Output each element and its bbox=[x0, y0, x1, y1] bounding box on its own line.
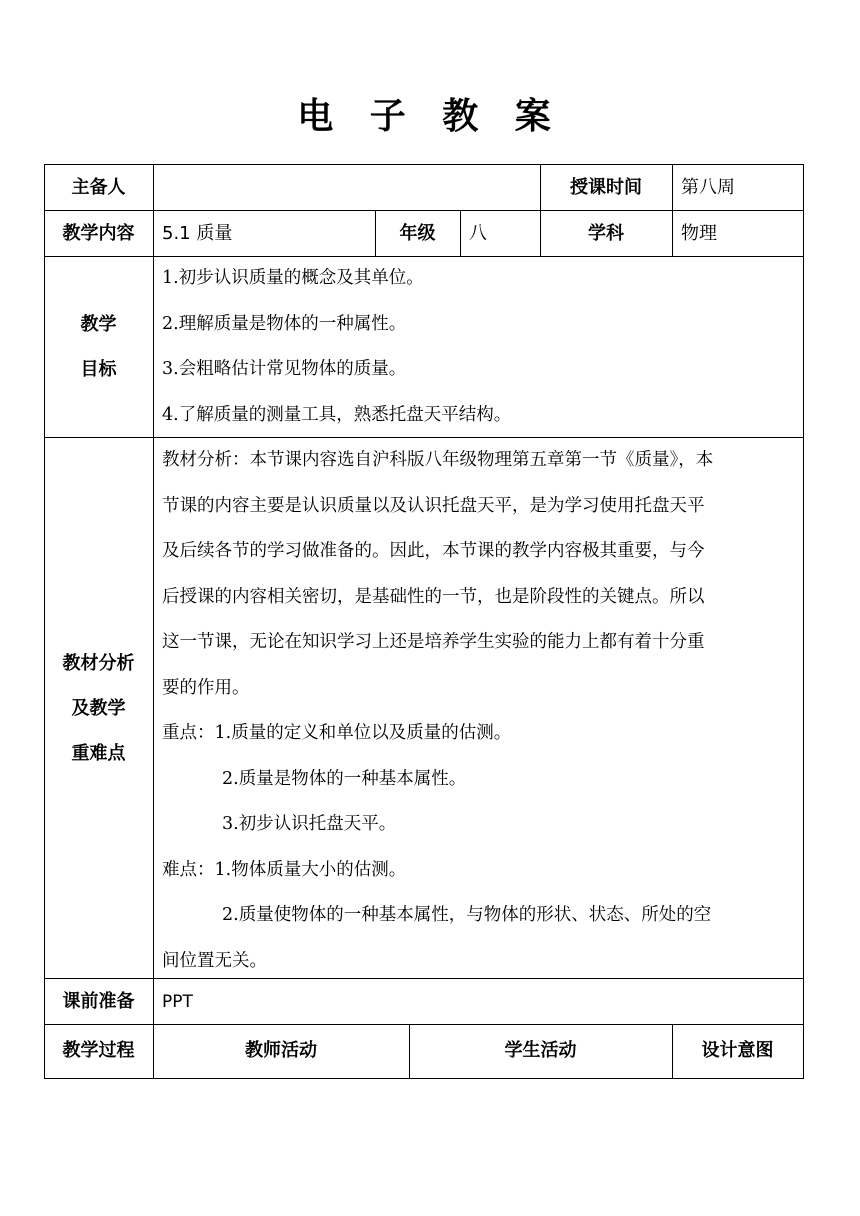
class-time-label: 授课时间 bbox=[570, 177, 642, 198]
design-intent-header: 设计意图 bbox=[701, 1040, 774, 1061]
analysis-line: 教材分析：本节课内容选自沪科版八年级物理第五章第一节《质量》，本 bbox=[162, 450, 714, 470]
key-point-line: 2.质量是物体的一种基本属性。 bbox=[222, 768, 467, 789]
content-value: 5.1 质量 bbox=[162, 223, 233, 244]
goals-label-line2: 目标 bbox=[80, 359, 117, 380]
analysis-line: 节课的内容主要是认识质量以及认识托盘天平，是为学习使用托盘天平 bbox=[162, 495, 705, 516]
grade-label: 年级 bbox=[399, 223, 436, 244]
subject-value: 物理 bbox=[681, 223, 717, 244]
goals-label-line1: 教学 bbox=[80, 314, 117, 335]
analysis-label-line3: 重难点 bbox=[71, 743, 126, 764]
difficult-point-line: 2.质量使物体的一种基本属性，与物体的形状、状态、所处的空 bbox=[222, 905, 712, 925]
grade-value: 八 bbox=[469, 223, 487, 244]
content-label: 教学内容 bbox=[62, 223, 135, 244]
prep-label: 课前准备 bbox=[62, 991, 135, 1012]
subject-label: 学科 bbox=[588, 223, 624, 244]
goal-item: 4.了解质量的测量工具，熟悉托盘天平结构。 bbox=[162, 404, 512, 425]
class-time-value: 第八周 bbox=[681, 177, 735, 198]
analysis-line: 及后续各节的学习做准备的。因此，本节课的教学内容极其重要，与今 bbox=[162, 541, 705, 561]
analysis-line: 这一节课，无论在知识学习上还是培养学生实验的能力上都有着十分重 bbox=[162, 632, 705, 652]
key-point-line: 3.初步认识托盘天平。 bbox=[222, 814, 397, 834]
goals-list bbox=[162, 256, 798, 438]
analysis-label-line2: 及教学 bbox=[71, 698, 126, 719]
process-label: 教学过程 bbox=[62, 1040, 135, 1061]
goal-item: 2.理解质量是物体的一种属性。 bbox=[162, 313, 407, 334]
analysis-line: 要的作用。 bbox=[162, 677, 250, 698]
document-title: 电 子 教 案 bbox=[297, 96, 563, 137]
goal-item: 3.会粗略估计常见物体的质量。 bbox=[162, 359, 407, 379]
prep-value: PPT bbox=[162, 992, 193, 1012]
key-point-line: 重点：1.质量的定义和单位以及质量的估测。 bbox=[162, 723, 512, 743]
preparer-label: 主备人 bbox=[71, 177, 126, 198]
goal-item: 1.初步认识质量的概念及其单位。 bbox=[162, 268, 424, 288]
analysis-text bbox=[162, 438, 798, 984]
difficult-point-line: 间位置无关。 bbox=[162, 950, 267, 971]
analysis-label-line1: 教材分析 bbox=[62, 653, 135, 674]
analysis-line: 后授课的内容相关密切，是基础性的一节，也是阶段性的关键点。所以 bbox=[162, 586, 705, 607]
student-activity-header: 学生活动 bbox=[504, 1040, 577, 1061]
teacher-activity-header: 教师活动 bbox=[245, 1040, 317, 1061]
difficult-point-line: 难点：1.物体质量大小的估测。 bbox=[162, 859, 407, 880]
